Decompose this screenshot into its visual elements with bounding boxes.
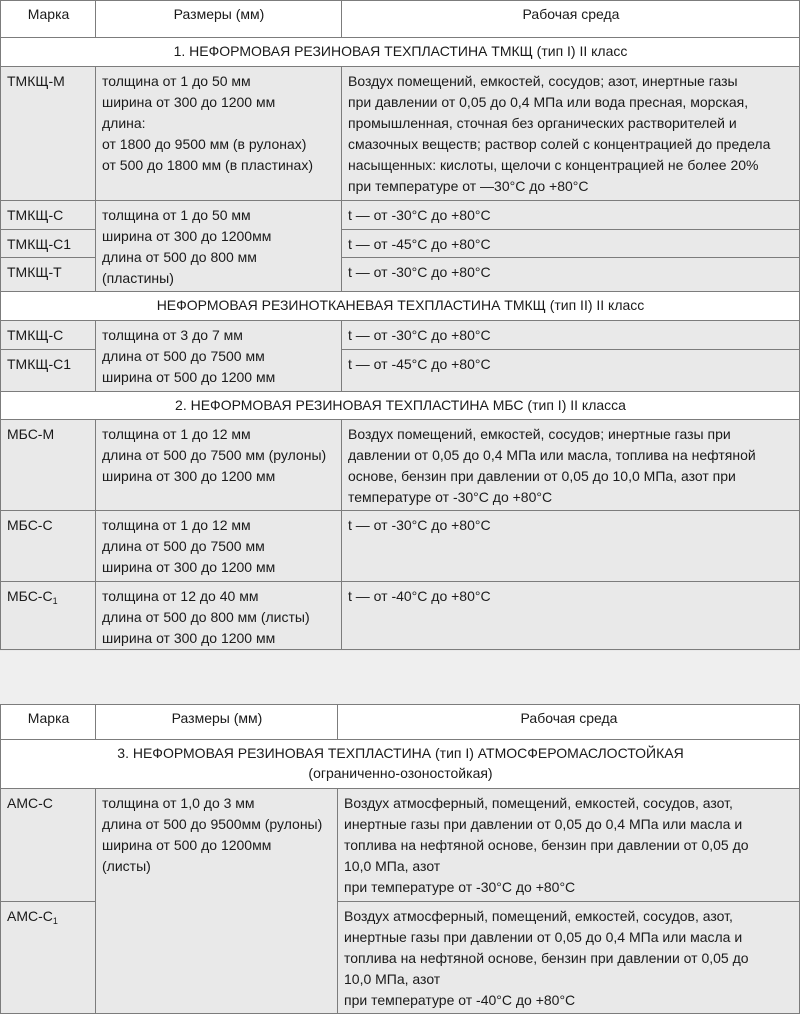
row-mbs-c1-medium: t — от -40°С до +80°С [341, 581, 800, 650]
row-tmksh-m-marka: ТМКЩ-М [0, 66, 96, 201]
group-tmksh-c-sizes: толщина от 1 до 50 мм ширина от 300 до 1200мм длина от 500 до 800 мм (пластины) [95, 200, 342, 292]
row-tmksh-m-sizes: толщина от 1 до 50 мм ширина от 300 до 1200 мм длина: от 1800 до 9500 мм (в рулонах) от 500 до 1800 мм (в пластинах) [95, 66, 342, 201]
row-mbs-c-sizes: толщина от 1 до 12 мм длина от 500 до 7500 мм ширина от 300 до 1200 мм [95, 510, 342, 582]
header-medium: Рабочая среда [341, 0, 800, 38]
header-sizes-2: Размеры (мм) [95, 704, 338, 740]
row-mbs-m-sizes: толщина от 1 до 12 мм длина от 500 до 7500 мм (рулоны) ширина от 300 до 1200 мм [95, 419, 342, 511]
row-tmksh-t-marka: ТМКЩ-Т [0, 257, 96, 292]
row-mbs-c-medium: t — от -30°С до +80°С [341, 510, 800, 650]
group-tmksh2-sizes: толщина от 3 до 7 мм длина от 500 до 7500 мм ширина от 500 до 1200 мм [95, 320, 342, 392]
row-mbs-c1-sizes: толщина от 12 до 40 мм длина от 500 до 800 мм (листы) ширина от 300 до 1200 мм [95, 581, 342, 650]
header-marka-2: Марка [0, 704, 96, 740]
row-tmksh-m-medium: Воздух помещений, емкостей, сосудов; азот, инертные газы при давлении от 0,05 до 0,4 МПа или вода пресная, морская, промышленная, сточная без органических растворителей и смазочных веществ; раствор солей с концентрацией до предела насыщенных: кислоты, щелочи с концентрацией не более 20% при температуре от —30°С до +80°С [341, 66, 800, 201]
row-tmksh-c1-medium: t — от -45°С до +80°С [341, 229, 800, 258]
row-tmksh2-c1-marka: ТМКЩ-С1 [0, 349, 96, 392]
row-ams-c1-marka [0, 901, 96, 1014]
section-title-tmksh-type1: 1. НЕФОРМОВАЯ РЕЗИНОВАЯ ТЕХПЛАСТИНА ТМКЩ (тип I) II класс [0, 37, 800, 67]
row-tmksh-c-medium: t — от -30°С до +80°С [341, 200, 800, 230]
row-mbs-m-marka: МБС-М [0, 419, 96, 511]
section-title-tmksh-type2: НЕФОРМОВАЯ РЕЗИНОТКАНЕВАЯ ТЕХПЛАСТИНА ТМКЩ (тип II) II класс [0, 291, 800, 321]
row-tmksh2-c-marka: ТМКЩ-С [0, 320, 96, 350]
group-ams-sizes: толщина от 1,0 до 3 мм длина от 500 до 9500мм (рулоны) ширина от 500 до 1200мм (листы) [95, 788, 338, 1014]
ams-c1-marka-sub: 1 [52, 916, 58, 926]
header-marka: Марка [0, 0, 96, 38]
section-title-ams: 3. НЕФОРМОВАЯ РЕЗИНОВАЯ ТЕХПЛАСТИНА (тип I) АТМОСФЕРОМАСЛОСТОЙКАЯ (ограниченно-озоностойкая) [0, 739, 800, 789]
row-mbs-m-medium: Воздух помещений, емкостей, сосудов; инертные газы при давлении от 0,05 до 0,4 МПа или масла, топлива на нефтяной основе, бензин при давлении от 0,05 до 10,0 МПа, азот при температуре от -30°С до +80°С [341, 419, 800, 511]
header-medium-2: Рабочая среда [337, 704, 800, 740]
row-tmksh-t-medium: t — от -30°С до +80°С [341, 257, 800, 292]
row-mbs-c-marka: МБС-С [0, 510, 96, 582]
section-title-mbs: 2. НЕФОРМОВАЯ РЕЗИНОВАЯ ТЕХПЛАСТИНА МБС (тип I) II класса [0, 391, 800, 420]
row-ams-c-medium: Воздух атмосферный, помещений, емкостей, сосудов, азот, инертные газы при давлении от 0,05 до 0,4 МПа или масла и топлива на нефтяной основе, бензин при давлении от 0,05 до 10,0 МПа, азот при температуре от -30°С до +80°С [337, 788, 800, 902]
row-tmksh2-c1-medium: t — от -45°С до +80°С [341, 349, 800, 392]
ams-c1-marka-base: АМС-С [7, 908, 53, 924]
row-tmksh-c1-marka: ТМКЩ-С1 [0, 229, 96, 258]
header-sizes: Размеры (мм) [95, 0, 342, 38]
mbs-c1-marka-base: МБС-С [7, 588, 53, 604]
row-tmksh2-c-medium: t — от -30°С до +80°С [341, 320, 800, 350]
mbs-c1-marka-sub: 1 [52, 596, 58, 606]
row-tmksh-c-marka: ТМКЩ-С [0, 200, 96, 230]
row-ams-c-marka: АМС-С [0, 788, 96, 902]
row-ams-c1-medium: Воздух атмосферный, помещений, емкостей, сосудов, азот, инертные газы при давлении от 0,05 до 0,4 МПа или масла и топлива на нефтяной основе, бензин при давлении от 0,05 до 10,0 МПа, азот при температуре от -40°С до +80°С [337, 901, 800, 1014]
